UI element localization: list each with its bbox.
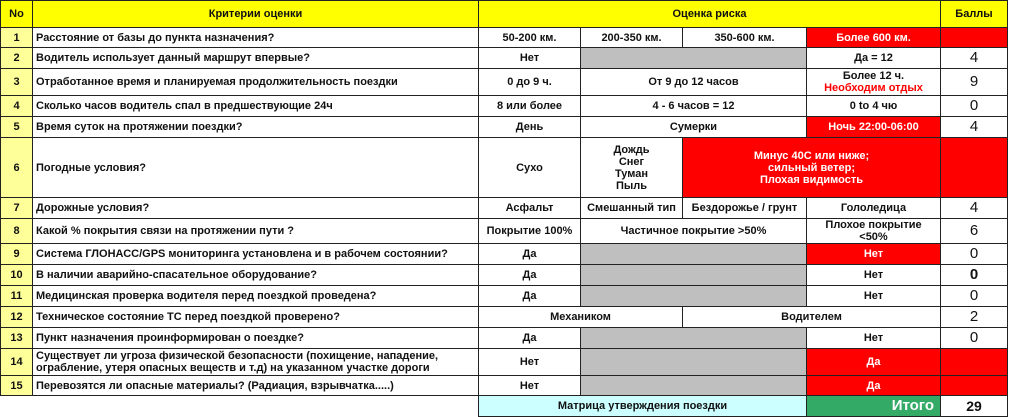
row-number: 4 (1, 96, 33, 117)
gray-cell (581, 244, 807, 265)
table-row (1, 244, 1008, 265)
score-cell: 2 (941, 307, 1008, 328)
header-row (1, 1, 1008, 28)
risk-critical: Плохое покрытие <50% (807, 219, 941, 244)
risk-low: Нет (479, 349, 581, 376)
gray-cell (581, 376, 807, 396)
score-cell: 6 (941, 219, 1008, 244)
table-row (1, 286, 1008, 307)
row-number: 3 (1, 69, 33, 96)
risk-critical: Ночь 22:00-06:00 (807, 117, 941, 138)
score-cell: 4 (941, 117, 1008, 138)
risk-critical: Нет (807, 244, 941, 265)
table-row (1, 138, 1008, 198)
row-number: 9 (1, 244, 33, 265)
table-row (1, 198, 1008, 219)
row-number: 12 (1, 307, 33, 328)
row-number: 10 (1, 265, 33, 286)
score-cell (941, 138, 1008, 198)
weather-dust: Пыль (615, 179, 648, 192)
criterion-text (33, 349, 479, 376)
score-cell (941, 376, 1008, 396)
risk-medium (581, 138, 683, 198)
risk-critical: Да = 12 (807, 48, 941, 69)
risk-low: Да (479, 286, 581, 307)
risk-critical: Да (807, 376, 941, 396)
score-cell (941, 265, 1008, 286)
criterion-text: Отработанное время и планируемая продолжительность поездки (33, 69, 479, 96)
table-row (1, 69, 1008, 96)
criterion-text: Время суток на протяжении поездки? (33, 117, 479, 138)
criterion-text: Какой % покрытия связи на протяжении пути ? (33, 219, 479, 244)
row-number: 15 (1, 376, 33, 396)
score-cell: 0 (941, 96, 1008, 117)
header-no: No (1, 1, 33, 28)
risk-critical: Нет (807, 328, 941, 349)
table-row (1, 328, 1008, 349)
risk-low: Покрытие 100% (479, 219, 581, 244)
score-cell: 4 (941, 48, 1008, 69)
weather-critical-line1: Минус 40С или ниже; (753, 149, 870, 162)
score-cell: 9 (941, 69, 1008, 96)
risk-medium: Сумерки (581, 117, 807, 138)
row-number: 1 (1, 28, 33, 48)
score-cell (941, 349, 1008, 376)
row-number: 5 (1, 117, 33, 138)
table-row (1, 96, 1008, 117)
risk-low: 8 или более (479, 96, 581, 117)
risk-low: День (479, 117, 581, 138)
row-number: 8 (1, 219, 33, 244)
risk-high: 350-600 км. (683, 28, 807, 48)
criterion-text: Водитель использует данный маршрут впервые? (33, 48, 479, 69)
score-cell: 4 (941, 198, 1008, 219)
criterion-text: В наличии аварийно-спасательное оборудование? (33, 265, 479, 286)
total-value: 29 (941, 396, 1008, 417)
table-row (1, 48, 1008, 69)
row-number: 2 (1, 48, 33, 69)
criterion-text: Система ГЛОНАСС/GPS мониторинга установлена и в рабочем состоянии? (33, 244, 479, 265)
total-label: Итого (807, 396, 941, 417)
table-row (1, 28, 1008, 48)
criterion-line2: ограбление, утеря опасных веществ и т.д) на указанном участке дороги (36, 362, 430, 374)
check-by-mechanic: Механиком (479, 307, 683, 328)
table-row (1, 376, 1008, 396)
table-row (1, 349, 1008, 376)
risk-low: Нет (479, 48, 581, 69)
gray-cell (581, 265, 807, 286)
risk-medium: Частичное покрытие >50% (581, 219, 807, 244)
risk-low: Нет (479, 376, 581, 396)
risk-critical: Нет (807, 286, 941, 307)
row-number: 14 (1, 349, 33, 376)
risk-medium: 4 - 6 часов = 12 (581, 96, 807, 117)
score-value: 0 (969, 266, 979, 283)
risk-critical (683, 138, 941, 198)
table-row (1, 265, 1008, 286)
header-criteria: Критерии оценки (33, 1, 479, 28)
criterion-text: Перевозятся ли опасные материалы? (Радиация, взрывчатка.....) (33, 376, 479, 396)
criterion-line1: Существует ли угроза физической безопасности (похищение, нападение, (36, 350, 439, 362)
gray-cell (581, 48, 807, 69)
score-cell (941, 28, 1008, 48)
criterion-text: Расстояние от базы до пункта назначения? (33, 28, 479, 48)
risk-medium: От 9 до 12 часов (581, 69, 807, 96)
gray-cell (581, 349, 807, 376)
risk-critical (807, 69, 941, 96)
row-number: 13 (1, 328, 33, 349)
header-score: Баллы (941, 1, 1008, 28)
risk-critical-line1: Более 12 ч. (842, 70, 905, 82)
weather-critical-line2: сильный ветер; (768, 161, 855, 174)
table-row (1, 307, 1008, 328)
weather-fog: Туман (614, 167, 649, 180)
risk-medium: Смешанный тип (581, 198, 683, 219)
score-cell: 0 (941, 244, 1008, 265)
risk-low: 0 до 9 ч. (479, 69, 581, 96)
criterion-text: Пункт назначения проинформирован о поездке? (33, 328, 479, 349)
weather-critical-line3: Плохая видимость (759, 173, 863, 186)
risk-low: 50-200 км. (479, 28, 581, 48)
risk-low: Да (479, 244, 581, 265)
risk-critical: Более 600 км. (807, 28, 941, 48)
risk-low: Сухо (479, 138, 581, 198)
risk-critical: Нет (807, 265, 941, 286)
gray-cell (581, 328, 807, 349)
table-row (1, 117, 1008, 138)
row-number: 6 (1, 138, 33, 198)
score-cell: 0 (941, 286, 1008, 307)
rest-required-note: Необходим отдых (824, 82, 923, 94)
table-row (1, 219, 1008, 244)
risk-critical: 0 to 4 чю (807, 96, 941, 117)
footer-spacer (1, 396, 479, 417)
footer-row (1, 396, 1008, 417)
weather-rain: Дождь (613, 143, 650, 156)
risk-low: Да (479, 328, 581, 349)
risk-high: Бездорожье / грунт (683, 198, 807, 219)
risk-low: Асфальт (479, 198, 581, 219)
gray-cell (581, 286, 807, 307)
criterion-text: Медицинская проверка водителя перед поездкой проведена? (33, 286, 479, 307)
criterion-text: Техническое состояние ТС перед поездкой проверено? (33, 307, 479, 328)
criterion-text: Погодные условия? (33, 138, 479, 198)
risk-critical: Да (807, 349, 941, 376)
check-by-driver: Водителем (683, 307, 941, 328)
risk-medium: 200-350 км. (581, 28, 683, 48)
criterion-text: Дорожные условия? (33, 198, 479, 219)
weather-snow: Снег (618, 155, 645, 168)
score-cell: 0 (941, 328, 1008, 349)
row-number: 11 (1, 286, 33, 307)
row-number: 7 (1, 198, 33, 219)
criterion-text: Сколько часов водитель спал в предшествующие 24ч (33, 96, 479, 117)
header-risk: Оценка риска (479, 1, 941, 28)
approval-matrix-label: Матрица утверждения поездки (479, 396, 807, 417)
risk-low: Да (479, 265, 581, 286)
risk-critical: Гололедица (807, 198, 941, 219)
